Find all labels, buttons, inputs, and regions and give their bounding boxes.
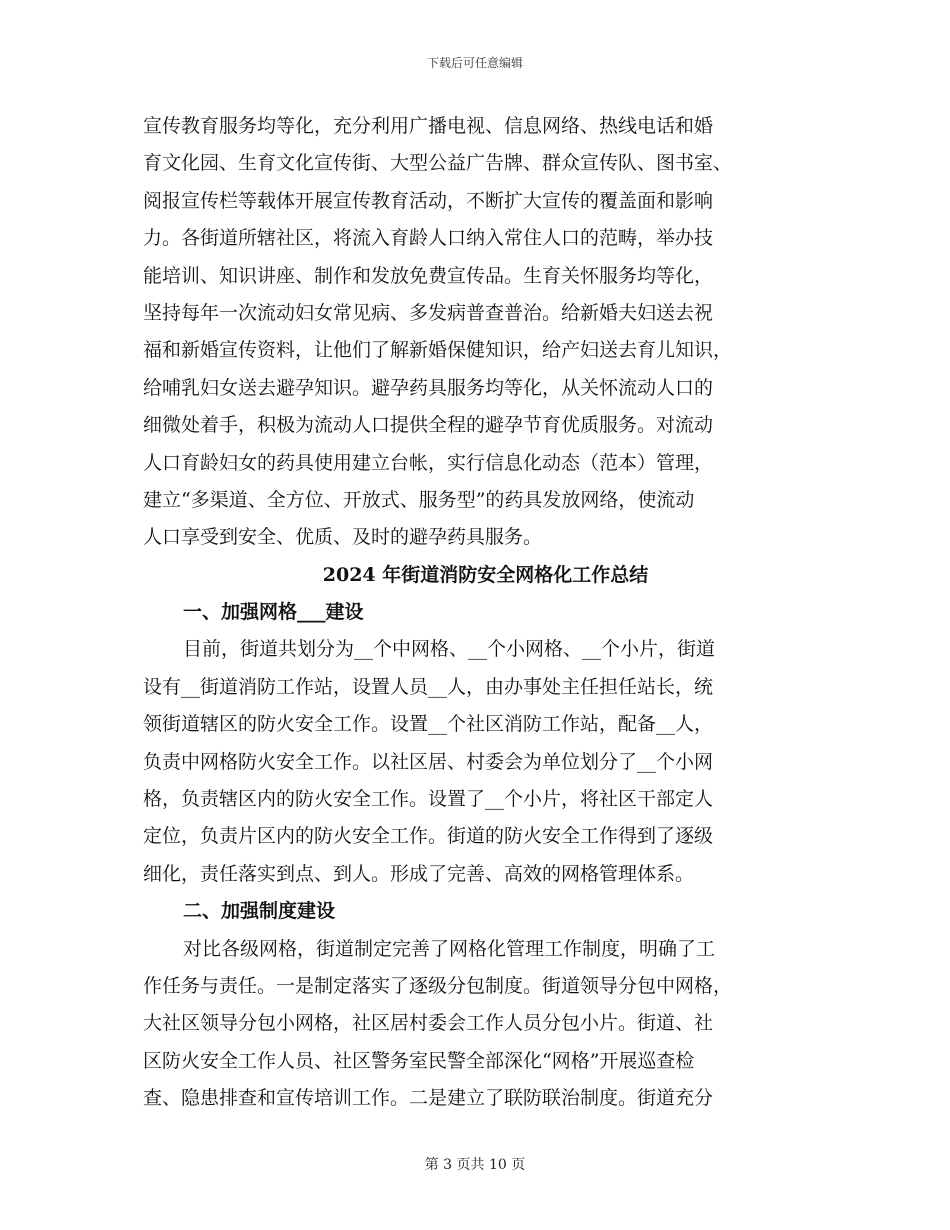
body-line: 设有__街道消防工作站，设置人员__人，由办事处主任担任站长，统 — [143, 675, 714, 698]
body-line: 育文化园、生育文化宣传街、大型公益广告牌、群众宣传队、图书室、 — [143, 152, 733, 175]
body-line: 作任务与责任。一是制定落实了逐级分包制度。街道领导分包中网格， — [143, 974, 733, 997]
body-line: 对比各级网格，街道制定完善了网格化管理工作制度，明确了工 — [183, 937, 716, 960]
body-line: 定位，负责片区内的防火安全工作。街道的防火安全工作得到了逐级 — [143, 825, 714, 848]
body-line: 福和新婚宣传资料，让他们了解新婚保健知识，给产妇送去育儿知识， — [143, 339, 733, 362]
body-line: 细化，责任落实到点、到人。形成了完善、高效的网格管理体系。 — [143, 862, 695, 885]
body-line: 建立“多渠道、全方位、开放式、服务型”的药具发放网络，使流动 — [143, 488, 695, 511]
body-line: 人口享受到安全、优质、及时的避孕药具服务。 — [143, 526, 543, 549]
body-line: 坚持每年一次流动妇女常见病、多发病普查普治。给新婚夫妇送去祝 — [143, 301, 714, 324]
body-line: 给哺乳妇女送去避孕知识。避孕药具服务均等化，从关怀流动人口的 — [143, 376, 714, 399]
body-line: 大社区领导分包小网格，社区居村委会工作人员分包小片。街道、社 — [143, 1012, 714, 1035]
page-footer: 第 3 页共 10 页 — [424, 1157, 526, 1173]
document-title: 2024 年街道消防安全网格化工作总结 — [322, 563, 649, 586]
body-line: 负责中网格防火安全工作。以社区居、村委会为单位划分了__个小网 — [143, 750, 714, 773]
body-line: 领街道辖区的防火安全工作。设置__个社区消防工作站，配备__人， — [143, 713, 714, 736]
document-body — [143, 108, 808, 1118]
section-heading: 一、加强网格___建设 — [183, 601, 364, 624]
body-line: 查、隐患排查和宣传培训工作。二是建立了联防联治制度。街道充分 — [143, 1087, 714, 1110]
section-heading: 二、加强制度建设 — [183, 900, 336, 923]
body-line: 阅报宣传栏等载体开展宣传教育活动，不断扩大宣传的覆盖面和影响 — [143, 189, 714, 212]
body-line: 格，负责辖区内的防火安全工作。设置了__个小片，将社区干部定人 — [143, 788, 714, 811]
body-line: 目前，街道共划分为__个中网格、__个小网格、__个小片，街道 — [183, 638, 716, 661]
body-line: 细微处着手，积极为流动人口提供全程的避孕节育优质服务。对流动 — [143, 414, 714, 437]
body-line: 宣传教育服务均等化，充分利用广播电视、信息网络、热线电话和婚 — [143, 115, 714, 137]
body-line: 区防火安全工作人员、社区警务室民警全部深化“网格”开展巡查检 — [143, 1049, 695, 1072]
body-line: 力。各街道所辖社区，将流入育龄人口纳入常住人口的范畴，举办技 — [143, 227, 714, 250]
body-line: 能培训、知识讲座、制作和发放免费宣传品。生育关怀服务均等化， — [143, 264, 714, 287]
page-header: 下载后可任意编辑 — [426, 56, 523, 70]
body-line: 人口育龄妇女的药具使用建立台帐，实行信息化动态（范本）管理， — [143, 451, 714, 474]
